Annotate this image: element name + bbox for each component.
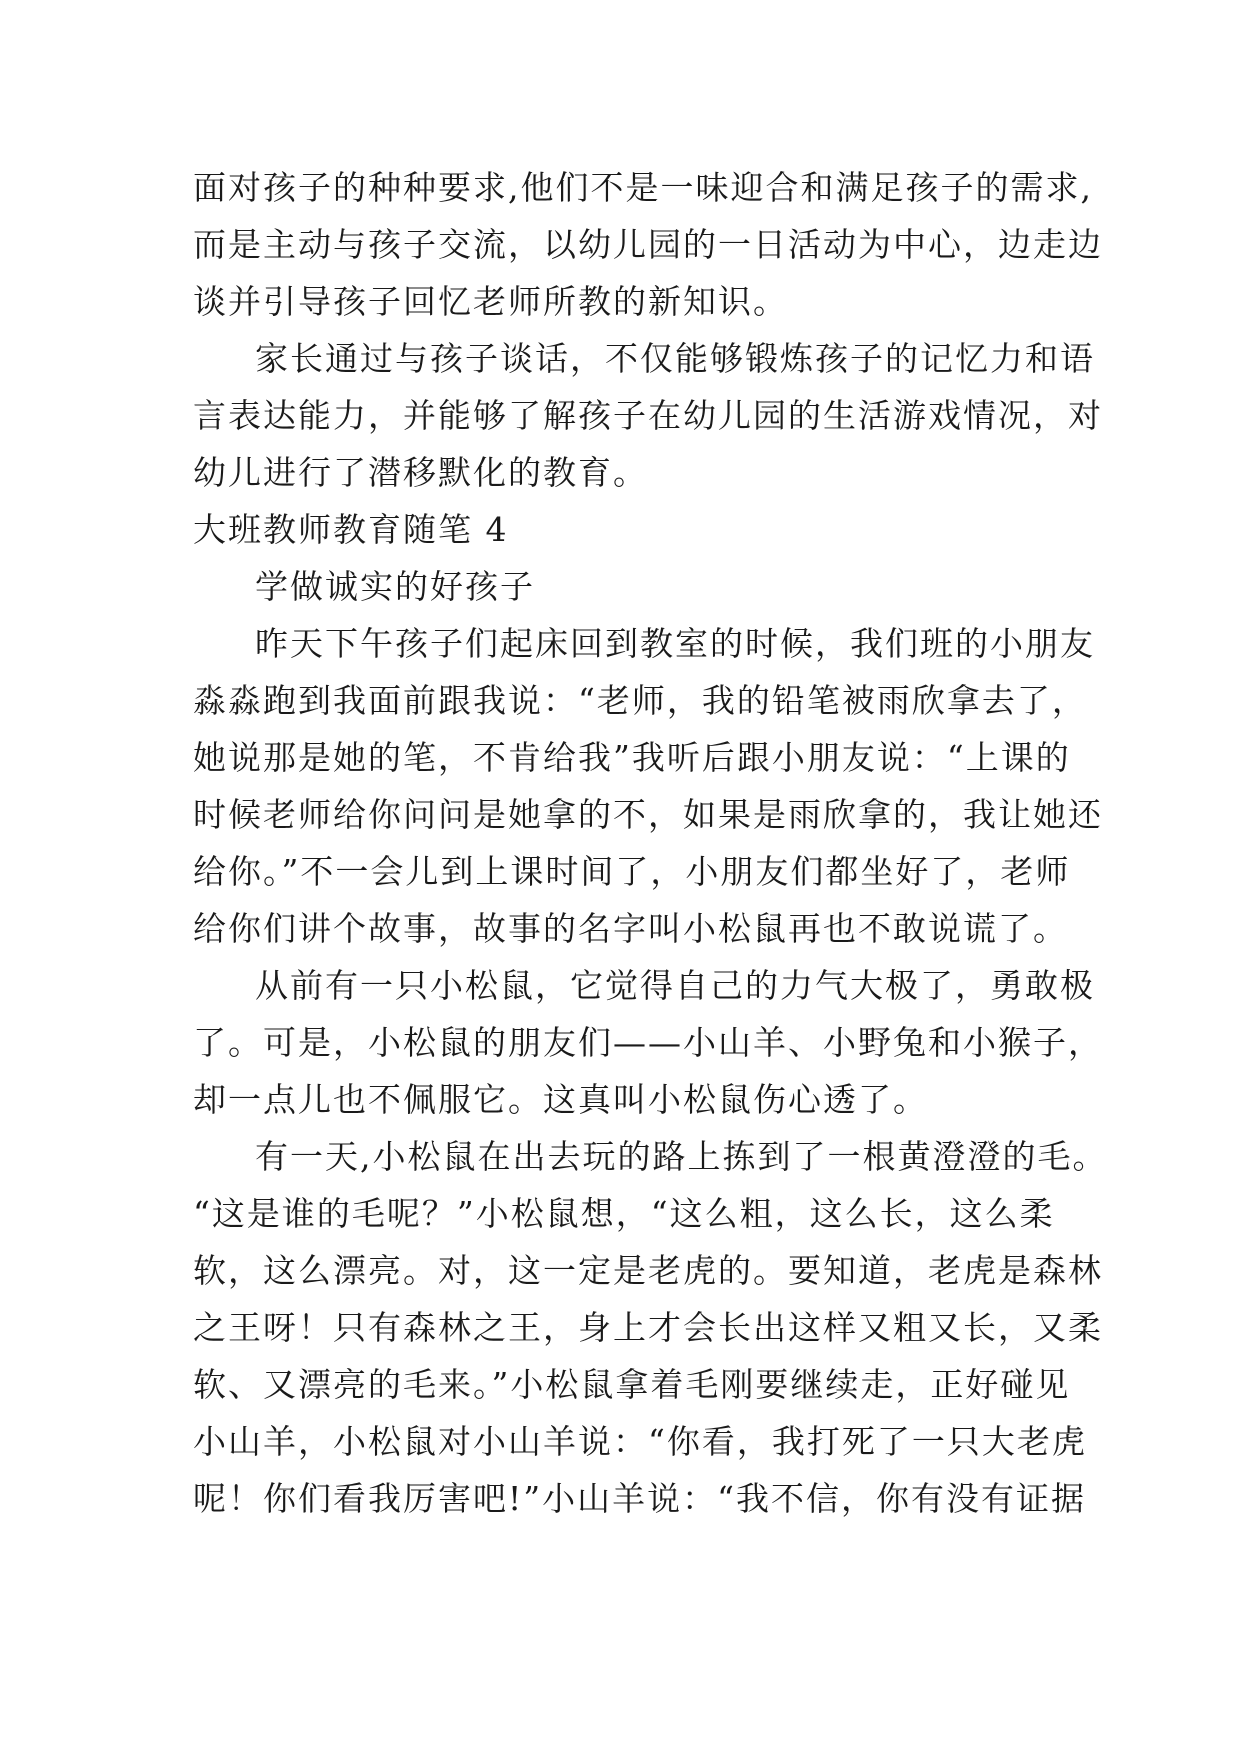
text-line: 了。可是，小松鼠的朋友们——小山羊、小野兔和小猴子， [193, 1023, 1103, 1062]
text-line: 时候老师给你问问是她拿的不，如果是雨欣拿的，我让她还 [193, 795, 1103, 834]
text-line: 给你们讲个故事，故事的名字叫小松鼠再也不敢说谎了。 [193, 909, 1068, 948]
text-line: 她说那是她的笔，不肯给我”我听后跟小朋友说：“上课的 [193, 738, 1071, 777]
text-line: 从前有一只小松鼠，它觉得自己的力气大极了，勇敢极 [255, 966, 1095, 1005]
text-line: 给你。”不一会儿到上课时间了，小朋友们都坐好了，老师 [193, 852, 1071, 891]
text-line: 软、又漂亮的毛来。”小松鼠拿着毛刚要继续走，正好碰见 [193, 1365, 1071, 1404]
section-heading: 大班教师教育随笔 4 [193, 510, 509, 549]
text-line: 之王呀！只有森林之王，身上才会长出这样又粗又长，又柔 [193, 1308, 1103, 1347]
text-line: 言表达能力，并能够了解孩子在幼儿园的生活游戏情况，对 [193, 396, 1103, 435]
text-line: 呢！你们看我厉害吧!”小山羊说：“我不信，你有没有证据 [193, 1479, 1087, 1518]
story-title: 学做诚实的好孩子 [255, 567, 535, 606]
text-line: 谈并引导孩子回忆老师所教的新知识。 [193, 282, 788, 321]
text-line: 昨天下午孩子们起床回到教室的时候，我们班的小朋友 [255, 624, 1095, 663]
text-line: 面对孩子的种种要求,他们不是一味迎合和满足孩子的需求, [193, 168, 1093, 207]
text-line: 却一点儿也不佩服它。这真叫小松鼠伤心透了。 [193, 1080, 928, 1119]
text-line: 而是主动与孩子交流，以幼儿园的一日活动为中心，边走边 [193, 225, 1103, 264]
text-line: “这是谁的毛呢？”小松鼠想，“这么粗，这么长，这么柔 [193, 1194, 1055, 1233]
text-line: 淼淼跑到我面前跟我说：“老师，我的铅笔被雨欣拿去了， [193, 681, 1087, 720]
text-line: 有一天,小松鼠在出去玩的路上拣到了一根黄澄澄的毛。 [255, 1137, 1108, 1176]
text-line: 软，这么漂亮。对，这一定是老虎的。要知道，老虎是森林 [193, 1251, 1103, 1290]
text-line: 幼儿进行了潜移默化的教育。 [193, 453, 648, 492]
text-line: 家长通过与孩子谈话，不仅能够锻炼孩子的记忆力和语 [255, 339, 1095, 378]
text-line: 小山羊，小松鼠对小山羊说：“你看，我打死了一只大老虎 [193, 1422, 1087, 1461]
